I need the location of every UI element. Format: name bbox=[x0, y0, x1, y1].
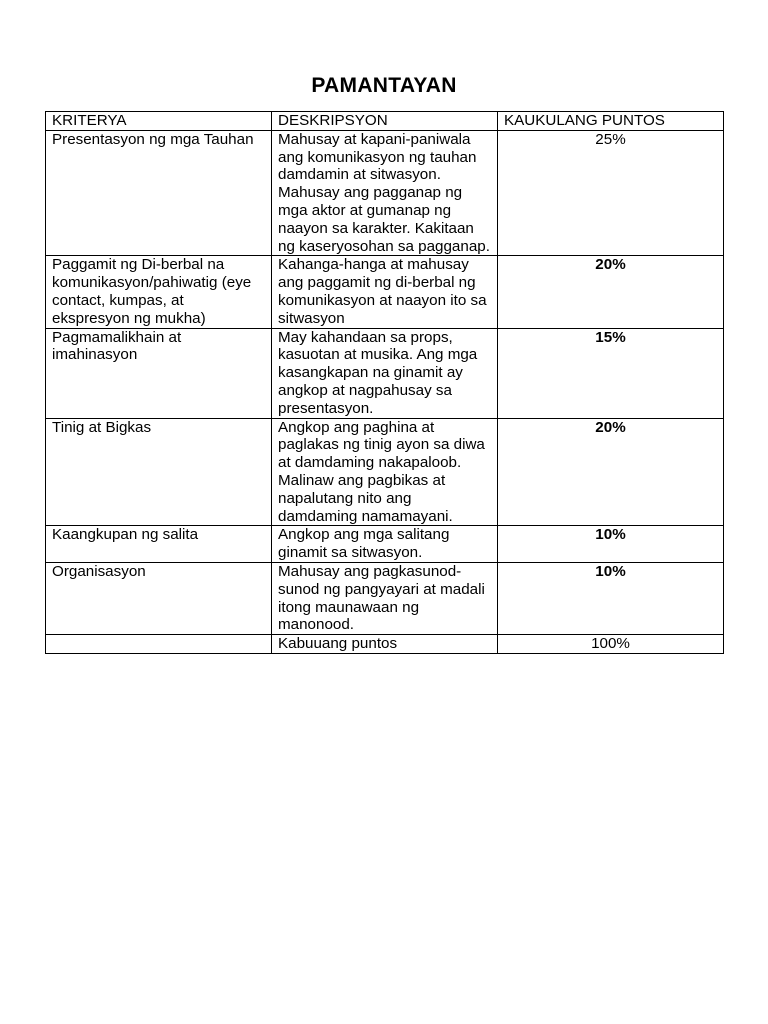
page-title: PAMANTAYAN bbox=[311, 74, 457, 97]
rubric-table bbox=[45, 111, 724, 654]
points-cell: 10% bbox=[498, 526, 724, 563]
points-cell: 15% bbox=[498, 328, 724, 418]
total-row bbox=[46, 635, 724, 654]
total-points-cell: 100% bbox=[498, 635, 724, 654]
criterion-cell: Kaangkupan ng salita bbox=[46, 526, 272, 563]
criterion-cell: Paggamit ng Di-berbal na komunikasyon/pahiwatig (eye contact, kumpas, at ekspresyon ng mukha) bbox=[46, 256, 272, 328]
description-cell: Angkop ang mga salitang ginamit sa sitwasyon. bbox=[272, 526, 498, 563]
table-row bbox=[46, 256, 724, 328]
criterion-cell: Tinig at Bigkas bbox=[46, 418, 272, 526]
table-row bbox=[46, 130, 724, 256]
criterion-cell: Pagmamalikhain at imahinasyon bbox=[46, 328, 272, 418]
header-criterion: KRITERYA bbox=[46, 112, 272, 131]
total-criterion-cell bbox=[46, 635, 272, 654]
table-row bbox=[46, 418, 724, 526]
table-row bbox=[46, 562, 724, 634]
criterion-cell: Organisasyon bbox=[46, 562, 272, 634]
table-header-row bbox=[46, 112, 724, 131]
description-cell: Angkop ang paghina at paglakas ng tinig ayon sa diwa at damdaming nakapaloob. Malinaw ang pagbikas at napalutang nito ang damdaming namamayani. bbox=[272, 418, 498, 526]
header-points: KAUKULANG PUNTOS bbox=[498, 112, 724, 131]
description-cell: Mahusay at kapani-paniwala ang komunikasyon ng tauhan damdamin at sitwasyon. Mahusay ang pagganap ng mga aktor at gumanap ng naayon sa karakter. Kakitaan ng kaseryosohan sa pagganap. bbox=[272, 130, 498, 256]
criterion-cell: Presentasyon ng mga Tauhan bbox=[46, 130, 272, 256]
points-cell: 20% bbox=[498, 256, 724, 328]
description-cell: May kahandaan sa props, kasuotan at musika. Ang mga kasangkapan na ginamit ay angkop at nagpahusay sa presentasyon. bbox=[272, 328, 498, 418]
points-cell: 20% bbox=[498, 418, 724, 526]
table-row bbox=[46, 328, 724, 418]
header-description: DESKRIPSYON bbox=[272, 112, 498, 131]
points-cell: 10% bbox=[498, 562, 724, 634]
total-label-cell: Kabuuang puntos bbox=[272, 635, 498, 654]
points-cell: 25% bbox=[498, 130, 724, 256]
description-cell: Kahanga-hanga at mahusay ang paggamit ng di-berbal ng komunikasyon at naayon ito sa sitwasyon bbox=[272, 256, 498, 328]
table-row bbox=[46, 526, 724, 563]
description-cell: Mahusay ang pagkasunod-sunod ng pangyayari at madali itong maunawaan ng manonood. bbox=[272, 562, 498, 634]
